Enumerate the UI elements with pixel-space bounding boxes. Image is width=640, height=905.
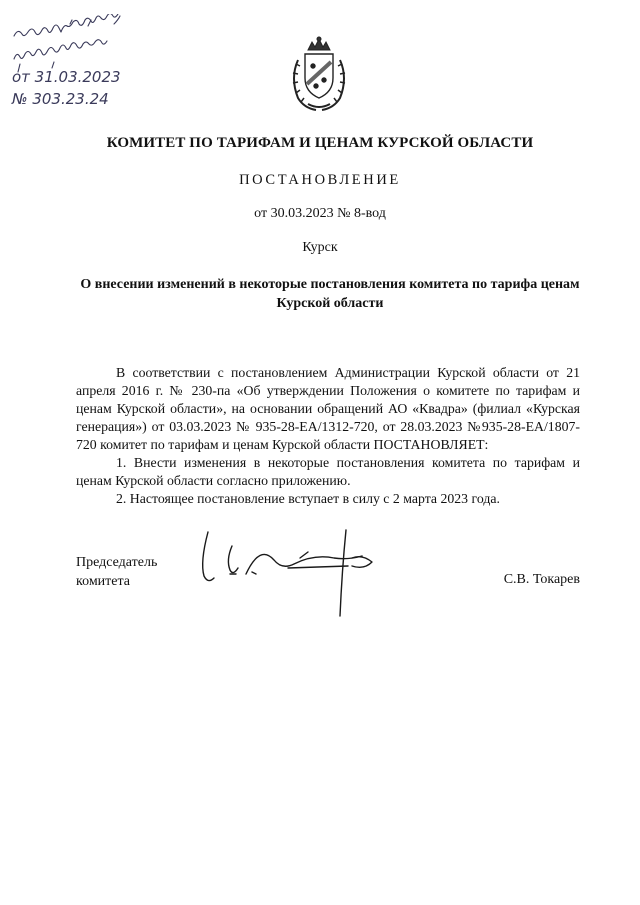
coat-of-arms-graphic	[286, 36, 352, 112]
document-city: Курск	[302, 240, 338, 255]
signer-title-line-1: Председатель	[76, 555, 158, 570]
document-type-heading: ПОСТАНОВЛЕНИЕ	[239, 172, 401, 188]
document-subject: О внесении изменений в некоторые постановления комитета по тарифа ценам Курской области	[80, 277, 580, 311]
registration-date: от 31.03.2023	[12, 68, 121, 86]
signature-graphic	[196, 528, 386, 620]
committee-heading: КОМИТЕТ ПО ТАРИФАМ И ЦЕНАМ КУРСКОЙ ОБЛАСТИ	[106, 135, 534, 151]
item-1-paragraph: 1. Внести изменения в некоторые постановления комитета по тарифам и ценам Курской области согласно приложению.	[76, 455, 580, 488]
signer-title	[76, 553, 157, 591]
handwritten-signature	[196, 528, 386, 620]
registration-note-text	[12, 66, 121, 110]
document-date-number: от 30.03.2023 № 8-вод	[254, 206, 386, 221]
signer-name: С.В. Токарев	[503, 572, 580, 587]
signer-title-line-2: комитета	[76, 574, 131, 589]
preamble-paragraph: В соответствии с постановлением Администрации Курской области от 21 апреля 2016 г. № 230-па «Об утверждении Положения о комитете по тарифам и ценам Курской области», на основании обращений АО «Квадра» (филиал «Курская генерация») от 03.03.2023 № 935-28-ЕА/1312-720, от 28.03.2023 №935-28-ЕА/1807-720 комитет по тарифам и ценам Курской области ПОСТАНОВЛЯЕТ:	[76, 365, 580, 452]
kursk-coat-of-arms-icon	[286, 36, 352, 112]
item-2-paragraph: 2. Настоящее постановление вступает в силу с 2 марта 2023 года.	[116, 491, 500, 506]
registration-number: № 303.23.24	[12, 90, 109, 108]
document-body	[76, 364, 580, 508]
